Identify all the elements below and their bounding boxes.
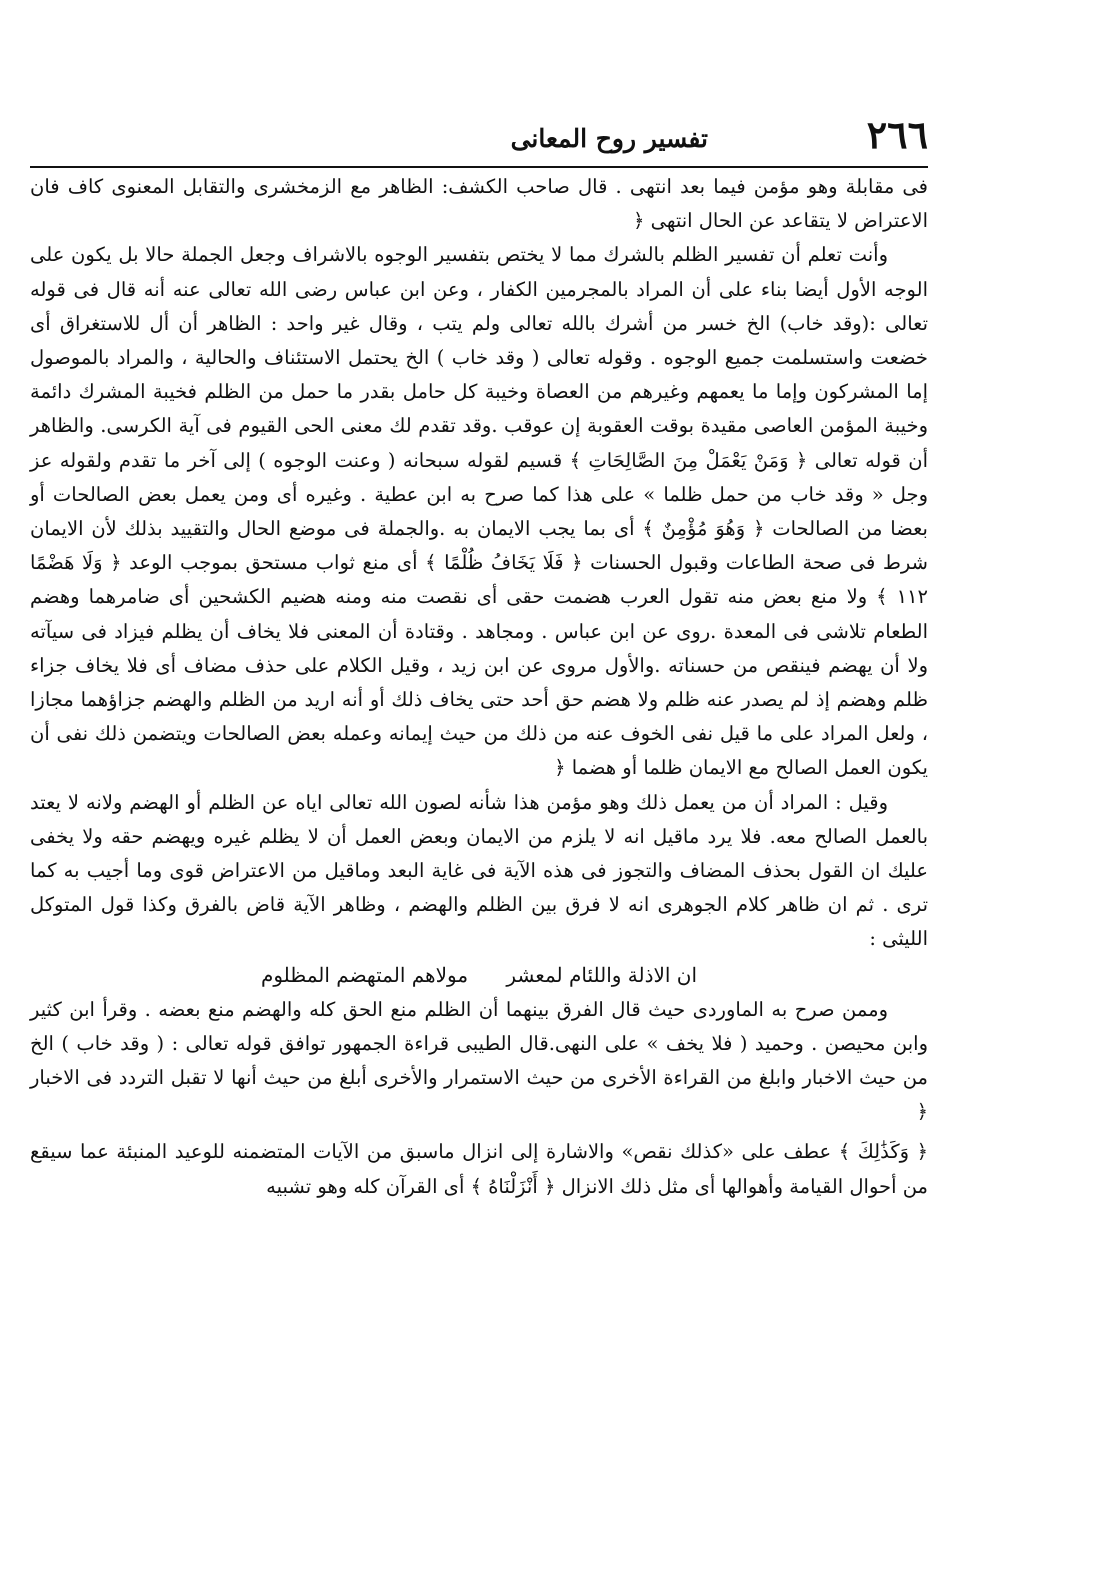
paragraph-commentary: وأنت تعلم أن تفسير الظلم بالشرك مما لا يختص بتفسير الوجوه بالاشراف وجعل الجملة حالا بل يكون على الوجه الأول أيضا بناء على أن المراد بالمجرمين الكفار ، وعن ابن عباس رضى الله تعالى عنه أنه قال فى قوله تعالى :(وقد خاب) الخ خسر من أشرك بالله تعالى ولم يتب ، وقال غير واحد : الظاهر أن أل للاستغراق أى خضعت واستسلمت جميع الوجوه . وقوله تعالى ( وقد خاب ) الخ يحتمل الاستئناف والحالية ، والمراد بالموصول إما المشركون وإما ما يعمهم وغيرهم من العصاة وخيبة كل حامل بقدر ما حمل من الظلم فخيبة المشرك دائمة وخيبة المؤمن العاصى مقيدة بوقت العقوبة إن عوقب .وقد تقدم لك معنى الحى القيوم فى آية الكرسى. والظاهر أن قوله تعالى ﴿ وَمَنْ يَعْمَلْ مِنَ الصَّالِحَاتِ ﴾ قسيم لقوله سبحانه ( وعنت الوجوه ) إلى آخر ما تقدم ولقوله عز وجل « وقد خاب من حمل ظلما » على هذا كما صرح به ابن عطية . وغيره أى ومن يعمل بعض الصالحات أو بعضا من الصالحات ﴿ وَهُوَ مُؤْمِنٌ ﴾ أى بما يجب الايمان به .والجملة فى موضع الحال والتقييد بذلك لأن الايمان شرط فى صحة الطاعات وقبول الحسنات ﴿ فَلَا يَخَافُ ظُلْمًا ﴾ أى منع ثواب مستحق بموجب الوعد ﴿ وَلَا هَضْمًا ١١٢ ﴾ ولا منع بعض منه تقول العرب هضمت حقى أى نقصت منه ومنه هضيم الكشحين أى ضامرهما وهضم الطعام تلاشى فى المعدة .روى عن ابن عباس . ومجاهد . وقتادة أن المعنى فلا يخاف أن يظلم فيزاد فى سيآته ولا أن يهضم فينقص من حسناته .والأول مروى عن ابن زيد ، وقيل الكلام على حذف مضاف أى فلا يخاف جزاء ظلم وهضم إذ لم يصدر عنه ظلم ولا هضم حق أحد حتى يخاف ذلك أو أنه اريد من الظلم والهضم جزاؤهما مجازا ، ولعل المراد على ما قيل نفى الخوف عنه من ذلك من حيث إيمانه وعمله بعض الصالحات ويتضمن ذلك نفى أن يكون العمل الصالح مع الايمان ظلما أو هضما ﴿ <box>30 243 928 780</box>
page-header <box>30 110 928 168</box>
paragraph-alternative-view: وقيل : المراد أن من يعمل ذلك وهو مؤمن هذا شأنه لصون الله تعالى اياه عن الظلم أو الهضم ولانه لا يعتد بالعمل الصالح معه. فلا يرد ماقيل انه لا يلزم من الايمان وبعض العمل أن لا يظلم غيره ويهضم حقه ولا يخفى عليك ان القول بحذف المضاف والتجوز فى هذه الآية فى غاية البعد وماقيل من الاعتراض قوى وما أجيب به كما ترى . ثم ان ظاهر كلام الجوهرى انه لا فرق بين الظلم والهضم ، وظاهر الآية قاض بالفرق وكذا قول المتوكل الليثى : <box>30 790 928 951</box>
body-text <box>30 170 928 1204</box>
running-title: تفسير روح المعانى <box>510 124 708 153</box>
verse-hemistich-1: ان الاذلة واللئام لمعشر <box>506 962 698 987</box>
paragraph-mawardi: وممن صرح به الماوردى حيث قال الفرق بينهما أن الظلم منع الحق كله والهضم منع بعضه . وقرأ ابن كثير وابن محيصن . وحميد ( فلا يخف » على النهى.قال الطيبى قراءة الجمهور توافق قوله تعالى : ( وقد خاب ) الخ من حيث الاخبار وابلغ من القراءة الأخرى من حيث الاستمرار والأخرى أبلغ من حيث أنها لا تقبل التردد فى الاخبار ﴿ <box>30 997 928 1124</box>
paragraph-next-verse: ﴿ وَكَذَٰلِكَ ﴾ عطف على «كذلك نقص» والاشارة إلى انزال ماسبق من الآيات المتضمنه للوعيد المنبئة عما سيقع من أحوال القيامة وأهوالها أى مثل ذلك الانزال ﴿ أَنْزَلْنَاهُ ﴾ أى القرآن كله وهو تشبيه <box>30 1140 928 1198</box>
verse-hemistich-2: مولاهم المتهضم المظلوم <box>260 962 469 987</box>
page-number: ٢٦٦ <box>866 112 928 157</box>
paragraph-continuation: فى مقابلة وهو مؤمن فيما بعد انتهى . قال صاحب الكشف: الظاهر مع الزمخشرى والتقابل المعنوى كاف فان الاعتراض لا يتقاعد عن الحال انتهى ﴿ <box>30 175 928 233</box>
poetry-verse <box>30 957 928 993</box>
